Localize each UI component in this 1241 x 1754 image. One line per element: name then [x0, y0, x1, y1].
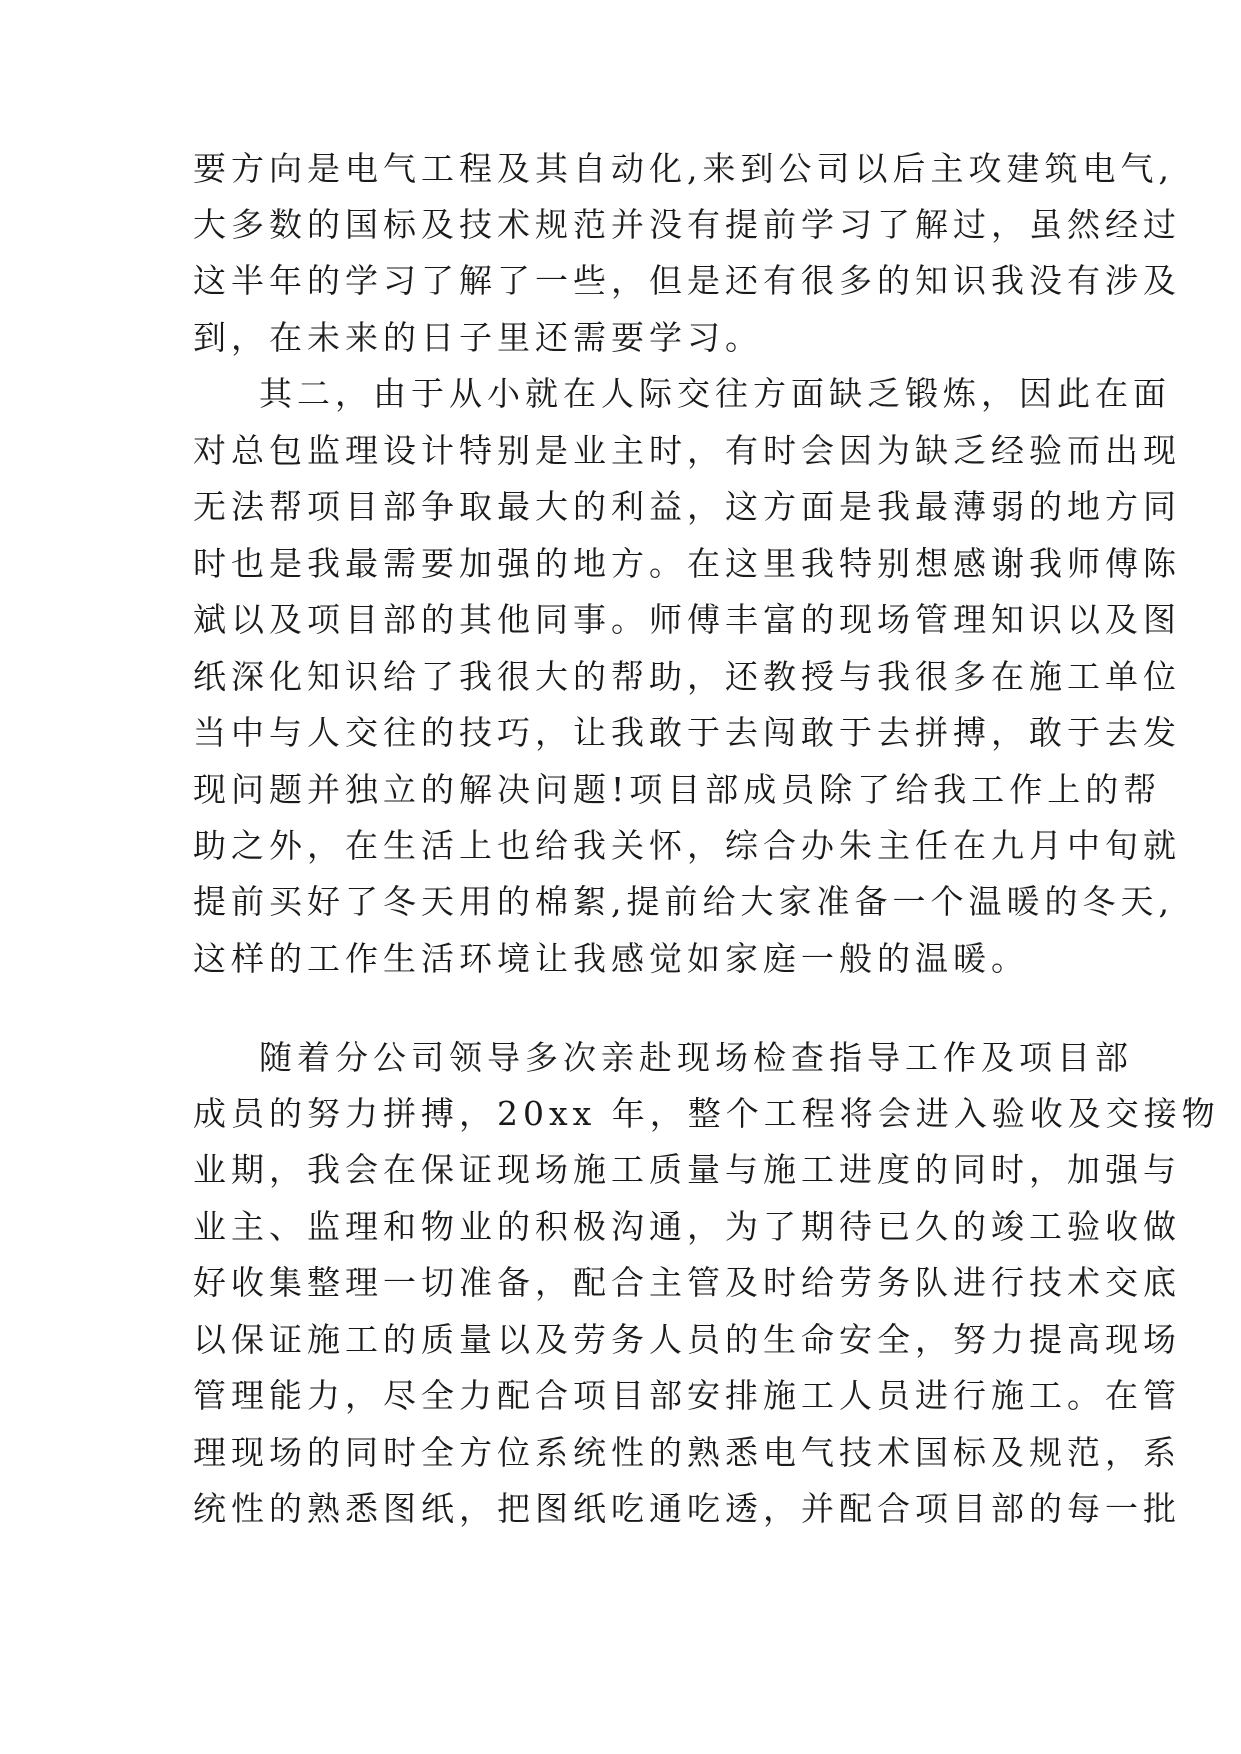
text-line: 这样的工作生活环境让我感觉如家庭一般的温暖。 — [193, 939, 1029, 978]
paragraph-first-line: 随着分公司领导多次亲赴现场检查指导工作及项目部 — [259, 1038, 1133, 1077]
text-line: 业期，我会在保证现场施工质量与施工进度的同时，加强与 — [193, 1150, 1181, 1189]
text-line: 斌以及项目部的其他同事。师傅丰富的现场管理知识以及图 — [193, 600, 1181, 639]
text-line: 管理能力，尽全力配合项目部安排施工人员进行施工。在管 — [193, 1376, 1181, 1415]
text-line: 统性的熟悉图纸，把图纸吃通吃透，并配合项目部的每一批 — [193, 1489, 1181, 1528]
text-line: 纸深化知识给了我很大的帮助，还教授与我很多在施工单位 — [193, 657, 1181, 696]
text-line: 以保证施工的质量以及劳务人员的生命安全，努力提高现场 — [193, 1320, 1181, 1359]
paragraph-first-line: 其二，由于从小就在人际交往方面缺乏锻炼，因此在面 — [259, 374, 1171, 413]
text-line: 时也是我最需要加强的地方。在这里我特别想感谢我师傅陈 — [193, 544, 1181, 583]
text-line: 要方向是电气工程及其自动化,来到公司以后主攻建筑电气, — [193, 149, 1174, 188]
text-line: 业主、监理和物业的积极沟通，为了期待已久的竣工验收做 — [193, 1207, 1181, 1246]
text-line: 好收集整理一切准备，配合主管及时给劳务队进行技术交底 — [193, 1263, 1181, 1302]
text-line: 助之外，在生活上也给我关怀，综合办朱主任在九月中旬就 — [193, 826, 1181, 865]
text-line: 当中与人交往的技巧，让我敢于去闯敢于去拼搏，敢于去发 — [193, 713, 1181, 752]
text-line: 到，在未来的日子里还需要学习。 — [193, 318, 763, 357]
text-line: 现问题并独立的解决问题!项目部成员除了给我工作上的帮 — [193, 770, 1162, 809]
text-line: 大多数的国标及技术规范并没有提前学习了解过，虽然经过 — [193, 205, 1181, 244]
text-line: 对总包监理设计特别是业主时，有时会因为缺乏经验而出现 — [193, 431, 1181, 470]
text-line: 成员的努力拼搏，20xx 年，整个工程将会进入验收及交接物 — [193, 1094, 1220, 1133]
text-line: 这半年的学习了解了一些，但是还有很多的知识我没有涉及 — [193, 261, 1181, 300]
text-line: 理现场的同时全方位系统性的熟悉电气技术国标及规范，系 — [193, 1433, 1181, 1472]
text-line: 无法帮项目部争取最大的利益，这方面是我最薄弱的地方同 — [193, 487, 1181, 526]
text-line: 提前买好了冬天用的棉絮,提前给大家准备一个温暖的冬天, — [193, 882, 1174, 921]
